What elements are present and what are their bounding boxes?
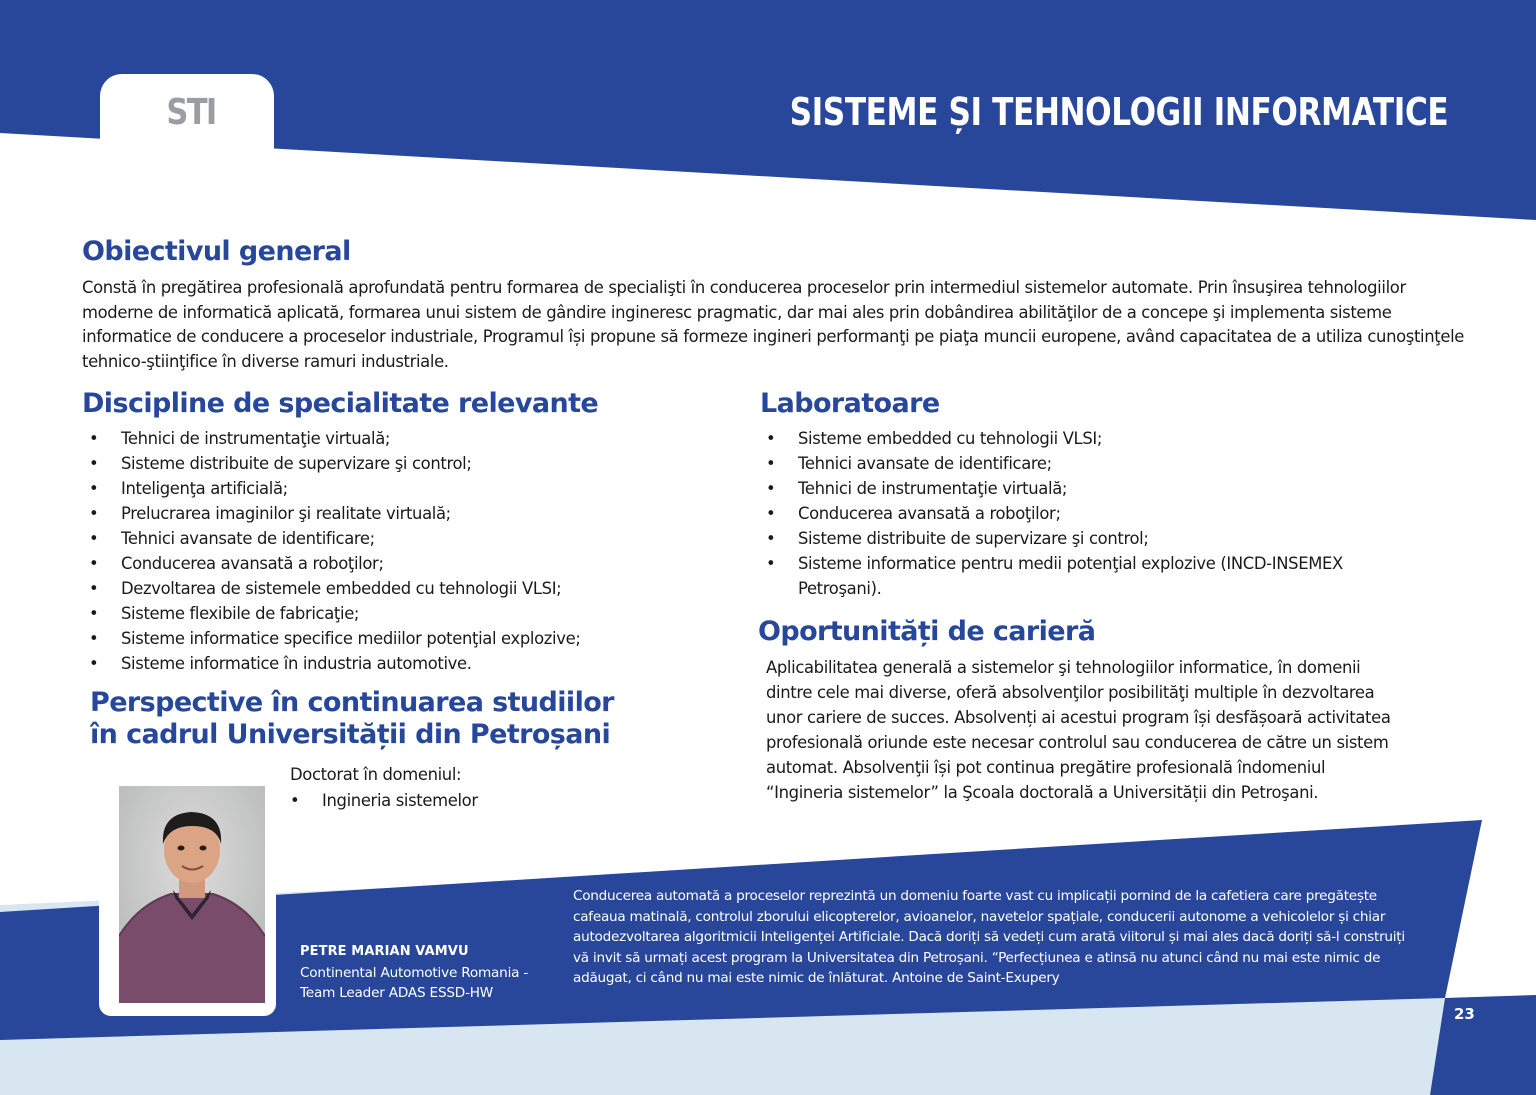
page-number: 23 [1454, 1005, 1475, 1023]
list-item: • Sisteme distribuite de supervizare şi control; [89, 451, 709, 476]
disciplines-heading: Discipline de specialitate relevante [82, 388, 599, 419]
list-item: • Prelucrarea imaginilor şi realitate virtuală; [89, 501, 709, 526]
person-portrait [119, 786, 265, 1003]
testimonial-quote: Conducerea automată a proceselor reprezintă un domeniu foarte vast cu implicații pornind de la cafetiera care pregătește cafeaua matinală, controlul zborului elicopterelor, avioanelor, navetelor spațiale, conducerii autonome a vehicolelor și chiar autodezvoltarea algoritmicii Inteligenței Artificiale. Dacă doriți să vedeți cum arată viitorul și mai ales dacă doriți să-l construiți vă invit să urmați acest program la Universitatea din Petroșani. “Perfecțiunea e atinsă nu atunci când nu mai este nimic de adăugat, ci când nu mai este nimic de înlăturat. Antoine de Saint-Exupery [573, 888, 1405, 986]
labs-heading: Laboratoare [760, 388, 940, 419]
person-photo [119, 786, 265, 1003]
list-item: • Sisteme informatice pentru medii potenţial explozive (INCD-INSEMEX Petroşani). [766, 551, 1426, 601]
person-role: Continental Automotive Romania - Team Leader ADAS ESSD-HW [300, 965, 529, 1001]
careers-text: Aplicabilitatea generală a sistemelor şi tehnologiilor informatice, în domenii dintre cele mai diverse, oferă absolvenţilor posibilităţi multiple în dezvoltarea unor cariere de succes. Absolvenți ai acestui program își desfășoară activitatea profesională oriunde este necesar controlul sau conducerea de către un sistem automat. Absolvenţii își pot continua pregătire profesională îndomeniul “Ingineria sistemelor” la Şcoala doctorală a Universității din Petroşani. [766, 658, 1391, 802]
labs-list [766, 426, 1426, 601]
list-item: • Conducerea avansată a roboţilor; [89, 551, 709, 576]
page-title: SISTEME ȘI TEHNOLOGII INFORMATICE [789, 90, 1448, 134]
list-item: • Tehnici avansate de identificare; [89, 526, 709, 551]
doctorate-label: Doctorat în domeniul: [290, 765, 462, 784]
list-item: • Dezvoltarea de sistemele embedded cu tehnologii VLSI; [89, 576, 709, 601]
list-item: • Sisteme flexibile de fabricaţie; [89, 601, 709, 626]
list-item: • Sisteme embedded cu tehnologii VLSI; [766, 426, 1426, 451]
person-name: PETRE MARIAN VAMVU [300, 944, 469, 959]
list-item: • Tehnici de instrumentaţie virtuală; [766, 476, 1426, 501]
list-item: • Conducerea avansată a roboţilor; [766, 501, 1426, 526]
section-tab-label: STI [166, 92, 216, 133]
list-item: • Ingineria sistemelor [290, 788, 590, 813]
perspectives-heading [90, 687, 614, 751]
list-item: • Tehnici avansate de identificare; [766, 451, 1426, 476]
perspectives-heading-line1: Perspective în continuarea studiilor [90, 687, 614, 718]
list-item: • Sisteme informatice în industria automotive. [89, 651, 709, 676]
objective-heading: Obiectivul general [82, 236, 351, 267]
list-item: • Inteligenţa artificială; [89, 476, 709, 501]
doctorate-list [290, 788, 590, 813]
corner-band [1430, 995, 1536, 1095]
list-item: • Sisteme informatice specifice mediilor potenţial explozive; [89, 626, 709, 651]
list-item: • Tehnici de instrumentaţie virtuală; [89, 426, 709, 451]
list-item: • Sisteme distribuite de supervizare şi control; [766, 526, 1426, 551]
perspectives-heading-line2: în cadrul Universității din Petroșani [90, 719, 611, 750]
objective-text: Constă în pregătirea profesională aprofundată pentru formarea de specialişti în conducerea proceselor prin intermediul sistemelor automate. Prin însuşirea tehnologiilor moderne de informatică aplicată, formarea unui sistem de gândire ingineresc pragmatic, dar mai ales prin dobândirea abilităţilor de a concepe şi implementa sisteme informatice de conducere a proceselor industriale, Programul își propune să formeze ingineri performanţi pe piaţa muncii europene, având capacitatea de a utiliza cunoştinţele tehnico-ştiinţifice în diverse ramuri industriale. [82, 278, 1465, 371]
careers-heading: Oportunități de carieră [758, 616, 1096, 647]
disciplines-list [89, 426, 709, 676]
